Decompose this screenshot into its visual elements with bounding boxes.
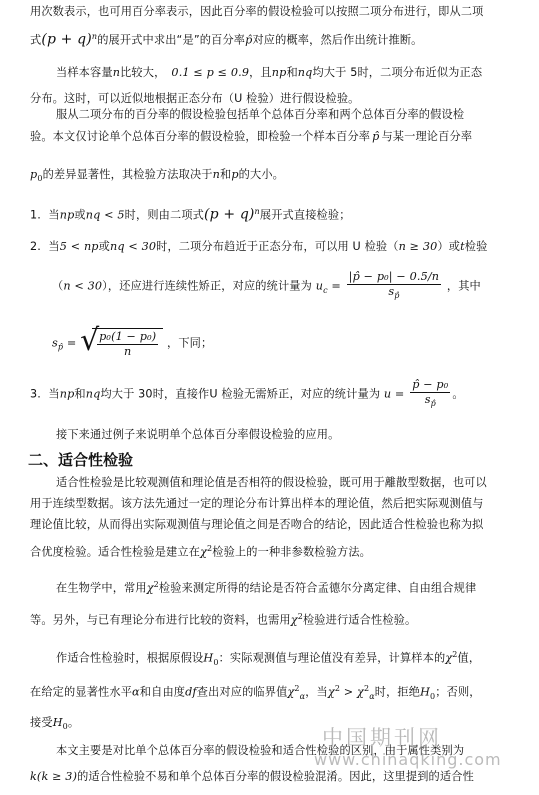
u-fraction: $\frac{\text{p̂ − p₀}}{s_{p̂}}$ (412, 378, 449, 409)
list-item-continued: $s_{p̂}$ = √ $\frac{\text{p₀(1 − p₀)}}{n}$ ，下同； (52, 323, 213, 358)
text-line: 适合性检验是比较观测值和理论值是否相符的假设检验，既可用于離散型数据，也可以 (56, 476, 487, 489)
text-line: 用于连续型数据。该方法先通过一定的理论分布计算出样本的理论值，然后把实际观测值与 (30, 497, 484, 510)
sp-fraction: $\frac{\text{p₀(1 − p₀)}}{n}$ (99, 330, 157, 358)
text-line: k(k ≥ 3)的适合性检验不易和单个总体百分率的假设检验混淆。因此，这里提到的适合性 (30, 770, 474, 783)
text-line: 在生物学中，常用$\chi^2$检验来测定所得的结论是否符合孟德尔分离定律、自由组合规律 (56, 580, 477, 595)
text-line: 等。另外，与已有理论分布进行比较的资料，也需用$\chi^2$检验进行适合性检验。 (30, 612, 417, 627)
text-line: 当样本容量n比较大， 0.1 ≤ p ≤ 0.9，且np和nq均大于 5时，二项分布近似为正态 (56, 66, 483, 79)
sqrt-expression: √ $\frac{\text{p₀(1 − p₀)}}{n}$ (80, 328, 163, 359)
text-line: 用次数表示，也可用百分率表示，因此百分率的假设检验可以按照二项分布进行，即从二项 (30, 5, 484, 18)
watermark-url: www.chinaqking.com (314, 750, 502, 769)
text-line: 分布。这时，可以近似地根据正态分布（U 检验）进行假设检验。 (30, 92, 360, 105)
section-heading: 二、适合性检验 (28, 451, 134, 469)
text-line: 在给定的显著性水平α和自由度df查出对应的临界值$\chi^2_\alpha$，当$\chi^2 > \chi^2_\alpha$时，拒绝$H_0$；否则， (30, 684, 481, 701)
text-line: 接受$H_0$。 (30, 716, 80, 732)
text-line: 式$(p + q)^n$的展开式中求出“是”的百分率p̂对应的概率，然后作出统计推断。 (30, 31, 423, 48)
text-line: 服从二项分布的百分率的假设检验包括单个总体百分率和两个总体百分率的假设检 (56, 108, 465, 121)
text-line: 验。本文仅讨论单个总体百分率的假设检验，即检验一个样本百分率 p̂ 与某一理论百分率 (30, 130, 473, 143)
uc-fraction: $\frac{\text{|p̂ − p₀| − 0.5/n}}{s_{p̂}}$ (348, 270, 440, 301)
list-item-continued: （n < 30），还应进行连续性矫正，对应的统计量为 $u_c$ = $\frac{\text{|p̂ − p₀| − 0.5/n}}{s_{p̂}}$ ，其中 (52, 270, 481, 303)
watermark-logo: 中国期刊网 (322, 726, 442, 750)
text-line: $p_0$的差异显著性，其检验方法取决于n和p的大小。 (30, 168, 285, 184)
text-line: 理论值比较，从而得出实际观测值与理论值之间是否吻合的结论，因此适合性检验也称为拟 (30, 518, 484, 531)
list-item: 1. 当np或nq < 5时，则由二项式$(p + q)^n$展开式直接检验； (30, 206, 351, 223)
text-line: 合优度检验。适合性检验是建立在$\chi^2$检验上的一种非参数检验方法。 (30, 544, 371, 559)
text-line: 作适合性检验时，根据原假设$H_0$：实际观测值与理论值没有差异，计算样本的$\chi^2$值， (56, 650, 481, 667)
text-line: 本文主要是对比单个总体百分率的假设检验和适合性检验的区别，由于属性类别为 (56, 744, 465, 757)
list-item: 2. 当5 < np或nq < 30时，二项分布趋近于正态分布，可以用 U 检验（n ≥ 30）或t检验 (30, 240, 488, 253)
list-item: 3. 当np和nq均大于 30时，直接作U 检验无需矫正，对应的统计量为 u = $\frac{\text{p̂ − p₀}}{s_{p̂}}$ 。 (30, 378, 464, 411)
text-line: 接下来通过例子来说明单个总体百分率假设检验的应用。 (56, 428, 340, 441)
